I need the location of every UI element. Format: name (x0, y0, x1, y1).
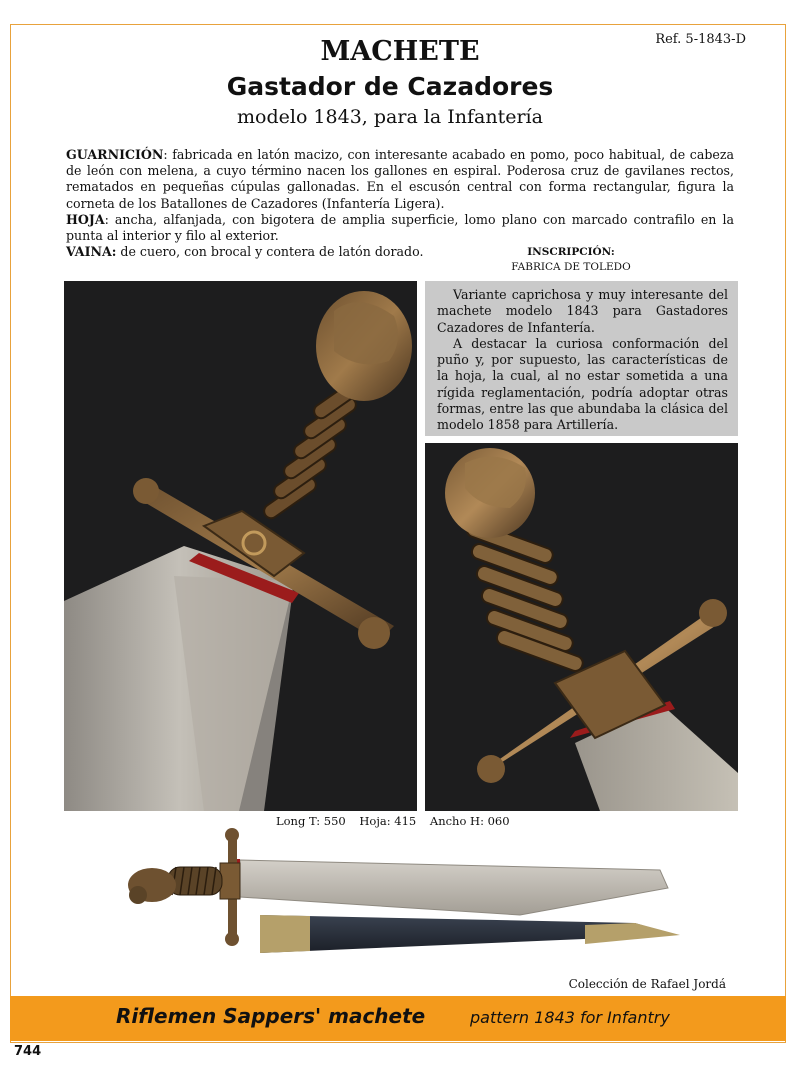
guarnicion-paragraph (66, 147, 734, 212)
dimension-ancho: Ancho H: 060 (429, 814, 510, 828)
hilt-photo-right (425, 443, 738, 811)
note-paragraph-2: A destacar la curiosa conformación del puño y, por supuesto, las características de la hoja, la cual, al no estar sometida a una rígida reglamentación, podría adoptar otras formas, entre las que abundaba la clásica del modelo 1858 para Artillería. (437, 335, 728, 433)
page-title: MACHETE (320, 36, 480, 67)
hoja-text: : ancha, alfanjada, con bigotera de amplia superficie, lomo plano con marcado contrafilo en la punta al interior y filo al exterior. (66, 211, 734, 244)
page-model-line: modelo 1843, para la Infantería (237, 106, 543, 128)
guarnicion-label: GUARNICIÓN (66, 147, 164, 162)
description-block (66, 147, 734, 260)
note-paragraph-1: Variante caprichosa y muy interesante del machete modelo 1843 para Gastadores Cazadores de Infantería. (437, 287, 728, 335)
note-box (425, 281, 738, 436)
english-subtitle: pattern 1843 for Infantry (470, 1008, 670, 1027)
hilt-right-illustration (425, 443, 738, 811)
hilt-left-illustration (64, 281, 417, 811)
inscription-text: FABRICA DE TOLEDO (511, 261, 631, 273)
english-title-banner (10, 996, 786, 1041)
dimension-hoja: Hoja: 415 (359, 814, 417, 828)
full-machete-photo (120, 825, 700, 960)
reference-code: Ref. 5-1843-D (655, 32, 746, 47)
inscription-heading: INSCRIPCIÓN: (527, 246, 615, 258)
page-number: 744 (14, 1044, 42, 1059)
hoja-label: HOJA (66, 211, 105, 227)
hilt-photo-left (64, 281, 417, 811)
collection-credit: Colección de Rafael Jordá (568, 977, 726, 991)
guarnicion-text: : fabricada en latón macizo, con interesante acabado en pomo, poco habitual, de cabeza de león con melena, a cuyo término nacen los gallones en espiral. Poderosa cruz de gavilanes rectos, rematados en pequeñas cúpulas gallonadas. En el escusón central con forma rectangular, figura la corneta de los Batallones de Cazadores (Infantería Ligera). (66, 147, 734, 211)
hoja-paragraph (66, 212, 734, 244)
vaina-label: VAINA: (66, 244, 117, 260)
english-title: Riflemen Sappers' machete (116, 1004, 426, 1028)
vaina-text: de cuero, con brocal y contera de latón dorado. (116, 244, 424, 260)
dimension-long: Long T: 550 (276, 814, 346, 828)
inscription-block (480, 245, 662, 275)
machete-scabbard-illustration (120, 825, 700, 960)
page-subtitle: Gastador de Cazadores (226, 72, 554, 101)
